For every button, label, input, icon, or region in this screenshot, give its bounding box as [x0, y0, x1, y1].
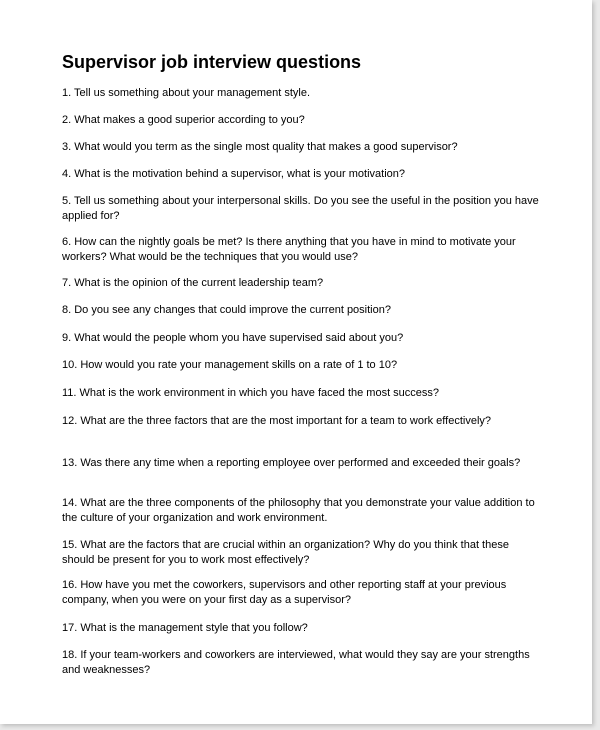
question-7: 7. What is the opinion of the current leadership team? — [62, 277, 324, 289]
question-1: 1. Tell us something about your management style. — [62, 87, 311, 99]
question-8: 8. Do you see any changes that could improve the current position? — [62, 304, 391, 316]
question-5: 5. Tell us something about your interpersonal skills. Do you see the useful in the position you have applied for? — [62, 195, 539, 222]
question-4: 4. What is the motivation behind a supervisor, what is your motivation? — [62, 168, 406, 180]
question-13: 13. Was there any time when a reporting employee over performed and exceeded their goals? — [62, 457, 521, 469]
question-9: 9. What would the people whom you have supervised said about you? — [62, 332, 404, 344]
question-2: 2. What makes a good superior according to you? — [62, 114, 305, 126]
question-3: 3. What would you term as the single most quality that makes a good supervisor? — [62, 141, 458, 153]
question-17: 17. What is the management style that you follow? — [62, 622, 308, 634]
question-18: 18. If your team-workers and coworkers are interviewed, what would they say are your strengths and weaknesses? — [62, 649, 530, 676]
question-11: 11. What is the work environment in which you have faced the most success? — [62, 387, 440, 399]
question-6: 6. How can the nightly goals be met? Is there anything that you have in mind to motivate your workers? What would be the techniques that you would use? — [62, 236, 516, 263]
question-12: 12. What are the three factors that are the most important for a team to work effectively? — [62, 415, 491, 427]
question-14: 14. What are the three components of the philosophy that you demonstrate your value addition to the culture of your organization and work environment. — [62, 497, 535, 524]
question-16: 16. How have you met the coworkers, supervisors and other reporting staff at your previous company, when you were on your first day as a supervisor? — [62, 579, 507, 606]
document-title: Supervisor job interview questions — [62, 52, 362, 72]
question-10: 10. How would you rate your management skills on a rate of 1 to 10? — [62, 359, 398, 371]
question-15: 15. What are the factors that are crucial within an organization? Why do you think that these should be present for you to work most effectively? — [62, 539, 509, 566]
